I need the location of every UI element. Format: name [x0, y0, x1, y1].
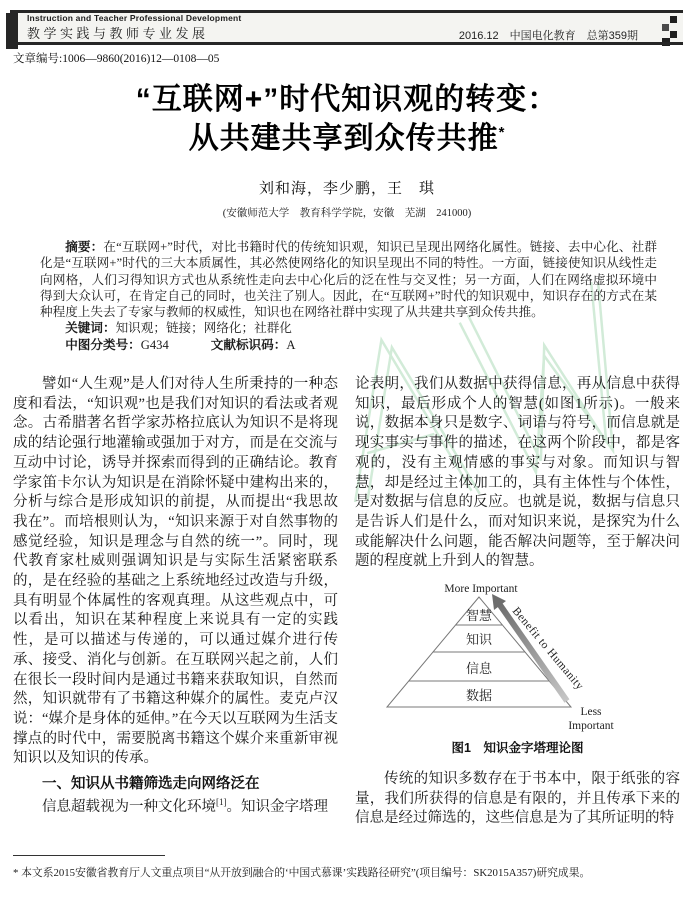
pyramid-level-information: 信息: [465, 661, 493, 677]
knowledge-pyramid-diagram: [359, 581, 659, 736]
classification-line: [40, 337, 657, 353]
article-number: 文章编号:1006—9860(2016)12—0108—05: [13, 53, 220, 65]
footnote-rule: [13, 855, 165, 856]
authors: 刘和海，李少鹏，王 琪: [258, 181, 435, 197]
left-paragraph-2: [13, 798, 338, 818]
doc-code-label: 文献标识码：: [210, 337, 287, 352]
pyramid-level-wisdom: 智慧: [465, 608, 493, 624]
label-more-important: More Important: [444, 583, 518, 596]
left-paragraph-1: 譬如“人生观”是人们对待人生所秉持的一种态度和看法，“知识观”也是我们对知识的看法或者观念。古希腊著名哲学家苏格拉底认为知识不是将现成的结论强行地灌输或强加于对方，而是在交流与互动中讨论，诱导并探索而得到的正确结论。教育学家笛卡尔认为知识是在消除怀疑中建构出来的，分析与综合是形成知识的前提，从而提出“我思故我在”。而培根则认为，“知识来源于对自然事物的感觉经验，知识是理念与自然的统一”。同时，现代教育家杜威则强调知识是与实际生活紧密联系的，是在经验的基础之上系统地经过改造与升级，具有明显个体属性的客观真理。从这些观点中，可以看出，知识在某种程度上来说具有一定的实践性，是可以描述与传递的，可以通过媒介进行传承、接受、消化与创新。在互联网兴起之前，人们在很长一段时间内是通过书籍来获取知识，自然而然，知识就带有了书籍这种媒介的属性。麦克卢汉说：“媒介是身体的延伸。”在今天以互联网为生活支撑点的时代中，需要脱离书籍这个媒介来重新审视知识以及知识的传承。: [13, 376, 338, 767]
paper-title-line1: “互联网+”时代知识观的转变：: [135, 83, 559, 116]
label-important: Important: [568, 720, 614, 733]
figure-1: [355, 581, 680, 756]
abstract-paragraph: [40, 239, 657, 320]
left-column: [13, 375, 338, 829]
reference-marker-1: [1]: [216, 797, 227, 808]
paper-title-line2: 从共建共享到众传共推: [188, 122, 499, 155]
title-footnote-marker: *: [498, 124, 506, 141]
column-title-chinese: 教学实践与教师专业发展: [27, 26, 209, 41]
body-columns: [13, 375, 681, 829]
keywords-text: 知识观；链接；网络化；社群化: [115, 321, 292, 336]
pyramid-level-knowledge: 知识: [465, 632, 493, 648]
label-benefit-to-humanity: Benefit to Humanity: [509, 605, 586, 693]
section-heading-1: 一、知识从书籍筛选走向网络泛在: [42, 776, 260, 793]
affiliation: (安徽师范大学 教育科学学院，安徽 芜湖 241000): [222, 208, 472, 219]
left-paragraph-2-tail: 。知识金字塔理: [226, 799, 328, 816]
banner-bottom-rule: [10, 42, 683, 45]
left-paragraph-2-text: 信息超载视为一种文化环境: [42, 799, 216, 816]
abstract-label: 摘要：: [65, 240, 104, 254]
label-less: Less: [580, 706, 602, 719]
footnote-text: * 本文系2015安徽省教育厅人文重点项目“从开放到融合的‘中国式慕课’实践路径研究”(项目编号：SK2015A357)研究成果。: [13, 867, 591, 879]
keywords-label: 关键词：: [65, 321, 116, 336]
keywords-line: [40, 320, 657, 336]
pyramid-level-data: 数据: [465, 688, 493, 704]
column-title-english: Instruction and Teacher Professional Development: [27, 13, 242, 23]
clc-value: G434: [140, 337, 169, 352]
abstract-text: 在“互联网+”时代，对比书籍时代的传统知识观，知识已呈现出网络化属性。链接、去中心化、社群化是“互联网+”时代的三大本质属性，其必然使网络化的知识呈现出不同的特性。一方面，链接使知识从线性走向网格，人们习得知识方式也从系统性走向去中心化后的泛在性与交叉性；另一方面，人们在网络虚拟环境中得到大众认可，在肯定自己的同时，也关注了别人。因此，在“互联网+”时代的知识观中，知识存在的方式在某种程度上失去了专家与教师的权威性，知识也在网络社群中实现了从共建共享到众传共推。: [40, 240, 657, 320]
doc-code-value: A: [286, 337, 296, 352]
right-paragraph-2: 传统的知识多数存在于书本中，限于纸张的容量，我们所获得的信息是有限的，并且传承下来的信息是经过筛选的，这些信息是为了其所证明的特: [355, 771, 680, 827]
figure-1-caption: 图1 知识金字塔理论图: [451, 741, 584, 756]
right-paragraph-1: 论表明，我们从数据中获得信息，再从信息中获得知识，最后形成个人的智慧(如图1所示)。一般来说，数据本身只是数字、词语与符号，而信息就是现实事实与事件的描述，在这两个阶段中，都是客观的，没有主观情感的事实与对象。而知识与智慧，却是经过主体加工的，具有主体性与个体性，是对数据与信息的反应。也就是说，数据与信息只是告诉人们是什么，而对知识来说，是探究为什么或能解决什么问题，能否解决问题等，至于解决问题的程度就上升到人的智慧。: [355, 376, 680, 570]
right-column: [355, 375, 680, 829]
issue-info: 2016.12 中国电化教育 总第359期: [458, 30, 638, 42]
paper-title: [0, 80, 694, 158]
abstract-block: [40, 239, 657, 353]
clc-label: 中图分类号：: [65, 337, 141, 352]
